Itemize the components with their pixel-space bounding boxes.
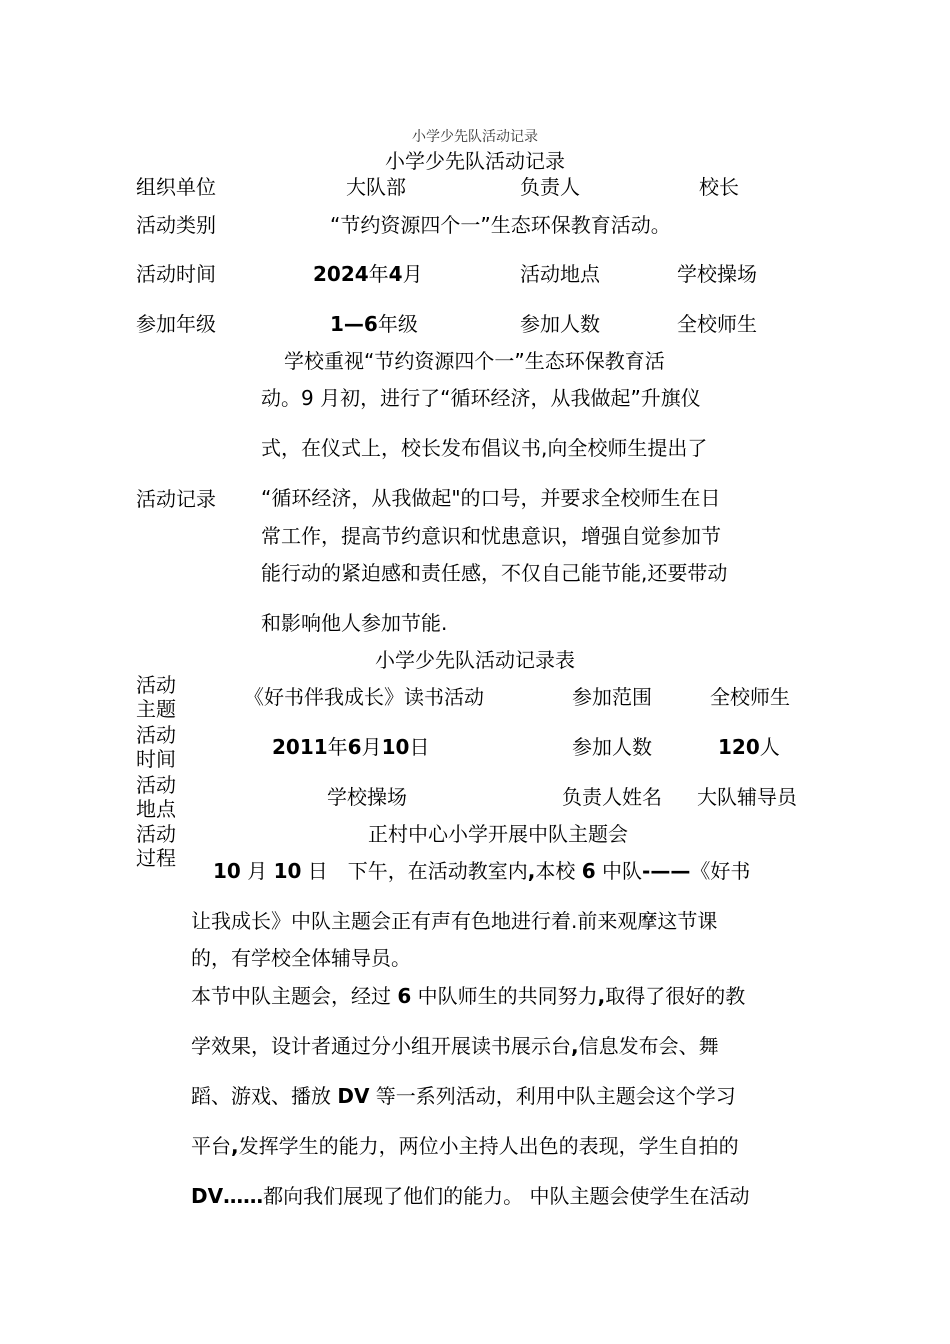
record-line: 和影响他人参加节能.	[261, 611, 448, 635]
process-title: 正村中心小学开展中队主题会	[368, 822, 628, 846]
record1-title: 小学少先队活动记录	[385, 149, 565, 173]
record-line: 式，在仪式上，校长发布倡议书,向全校师生提出了	[261, 436, 708, 460]
scope-value: 全校师生	[710, 685, 790, 709]
process-label: 过程	[136, 846, 176, 870]
date-month: 6	[347, 735, 362, 759]
count-label: 参加人数	[520, 312, 600, 336]
time-label: 活动时间	[136, 262, 216, 286]
process-line: 10 月 10 日 下午，在活动教室内,本校 6 中队-——《好书	[213, 859, 751, 883]
count2-unit: 人	[759, 735, 780, 759]
theme-label: 主题	[136, 697, 176, 721]
record-label: 活动记录	[136, 487, 216, 511]
time-year: 2024	[313, 262, 369, 286]
record-line: 常工作，提高节约意识和忧患意识，增强自觉参加节	[261, 524, 721, 548]
process-line: 蹈、游戏、播放 DV 等一系列活动，利用中队主题会这个学习	[191, 1084, 736, 1108]
grade-range: 1—6	[330, 312, 378, 336]
theme-value: 《好书伴我成长》读书活动	[244, 685, 484, 709]
grade-label: 参加年级	[136, 312, 216, 336]
theme-label: 活动	[136, 673, 176, 697]
place2-value: 学校操场	[327, 785, 407, 809]
date-year-unit: 年	[327, 735, 348, 759]
process-line: 的，有学校全体辅导员。	[191, 946, 411, 970]
leader2-label: 负责人姓名	[562, 785, 662, 809]
process-line: 本节中队主题会，经过 6 中队师生的共同努力,取得了很好的教	[191, 984, 746, 1008]
place2-label: 活动	[136, 773, 176, 797]
date-day: 10	[381, 735, 410, 759]
place-label: 活动地点	[520, 262, 600, 286]
date-label: 时间	[136, 747, 176, 771]
record-line: 学校重视“节约资源四个一”生态环保教育活	[284, 349, 665, 373]
process-line: DV……都向我们展现了他们的能力。 中队主题会使学生在活动	[191, 1184, 750, 1208]
count2-label: 参加人数	[572, 735, 652, 759]
time-month-unit: 月	[402, 262, 423, 286]
running-header: 小学少先队活动记录	[412, 129, 538, 145]
record-line: 能行动的紧迫感和责任感，不仅自己能节能,还要带动	[261, 561, 728, 585]
leader-value: 校长	[699, 175, 739, 199]
count2-value	[718, 735, 780, 759]
place2-label: 地点	[136, 797, 176, 821]
leader-label: 负责人	[520, 175, 580, 199]
type-label: 活动类别	[136, 213, 216, 237]
grade-unit: 年级	[377, 312, 418, 336]
type-value: “节约资源四个一”生态环保教育活动。	[330, 213, 671, 237]
record-line: 动。9 月初，进行了“循环经济，从我做起”升旗仪	[261, 386, 701, 410]
record-line: “循环经济，从我做起"的口号，并要求全校师生在日	[261, 486, 721, 510]
grade-value	[330, 312, 418, 336]
record2-title: 小学少先队活动记录表	[375, 648, 575, 672]
date-day-unit: 日	[409, 735, 430, 759]
process-line: 平台,发挥学生的能力，两位小主持人出色的表现，学生自拍的	[191, 1134, 739, 1158]
leader2-value: 大队辅导员	[697, 785, 797, 809]
org-value: 大队部	[346, 175, 406, 199]
place-value: 学校操场	[677, 262, 757, 286]
count2-num: 120	[718, 735, 760, 759]
count-value: 全校师生	[677, 312, 757, 336]
time-year-unit: 年	[368, 262, 389, 286]
date-month-unit: 月	[361, 735, 382, 759]
time-month: 4	[388, 262, 403, 286]
org-label: 组织单位	[136, 175, 216, 199]
date-value	[272, 735, 429, 759]
process-line: 学效果，设计者通过分小组开展读书展示台,信息发布会、舞	[191, 1034, 719, 1058]
date-label: 活动	[136, 723, 176, 747]
time-value	[313, 262, 423, 286]
process-label: 活动	[136, 822, 176, 846]
process-line: 让我成长》中队主题会正有声有色地进行着.前来观摩这节课	[191, 909, 718, 933]
scope-label: 参加范围	[572, 685, 652, 709]
date-year: 2011	[272, 735, 328, 759]
